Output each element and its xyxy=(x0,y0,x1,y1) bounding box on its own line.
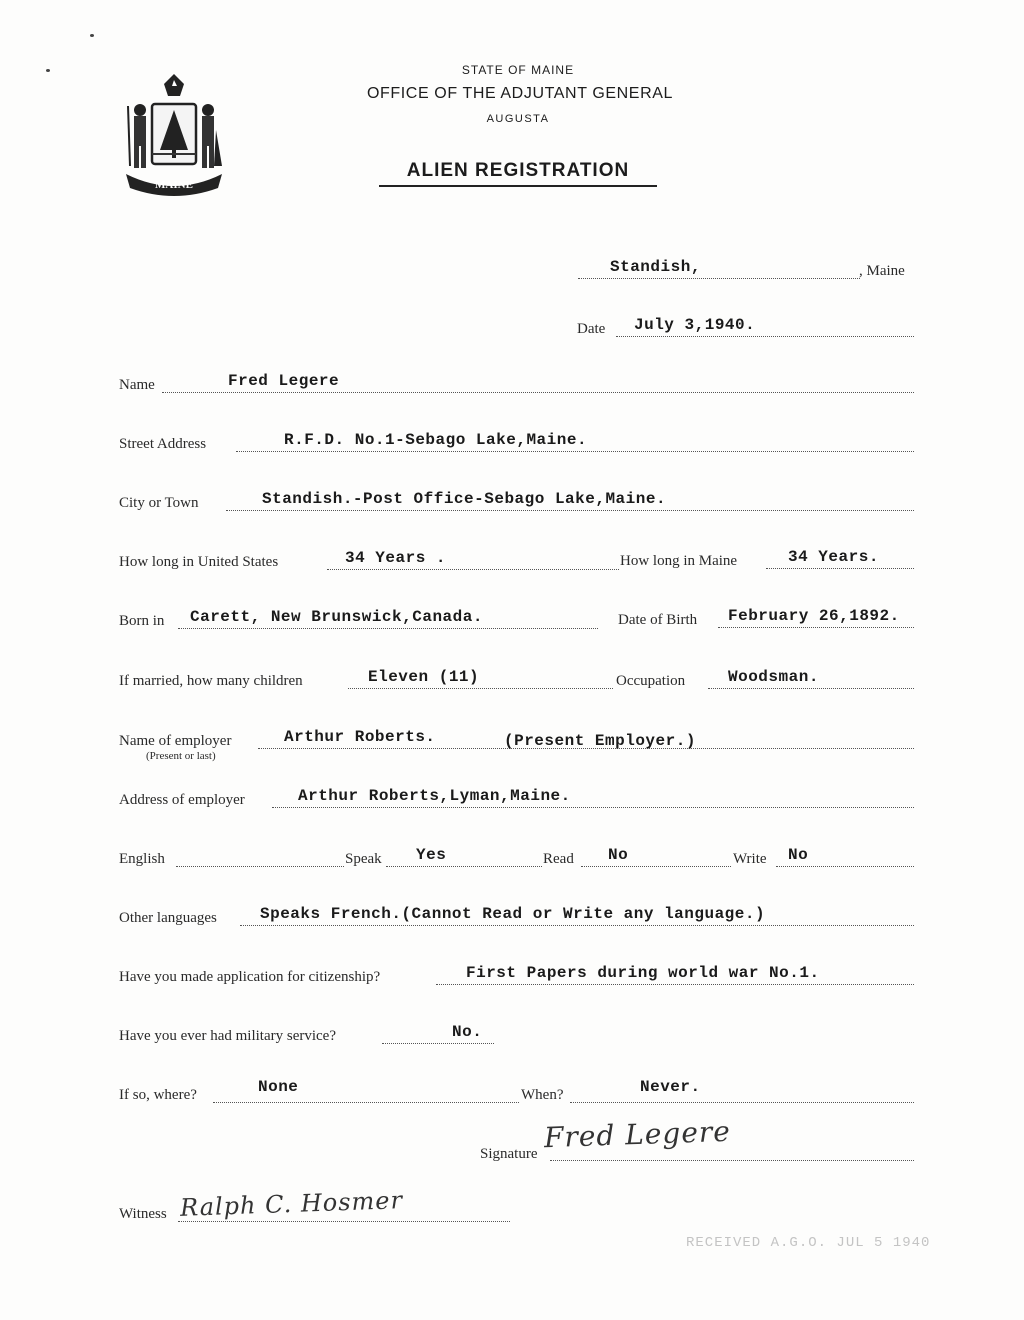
title-underline xyxy=(379,185,657,187)
street-address-dotted-line xyxy=(236,451,914,452)
date-of-birth-label: Date of Birth xyxy=(618,612,698,628)
occupation-value: Woodsman. xyxy=(728,668,819,686)
employer-address-dotted-line xyxy=(272,807,914,808)
scan-speck xyxy=(90,34,94,37)
citizenship-label: Have you made application for citizenship? xyxy=(119,969,381,985)
read-value: No xyxy=(608,846,629,864)
when-dotted-line xyxy=(570,1102,914,1103)
military-service-dotted-line xyxy=(382,1043,494,1044)
years-maine-label: How long in Maine xyxy=(620,553,738,569)
years-maine-value: 34 Years. xyxy=(788,548,879,566)
children-value: Eleven (11) xyxy=(368,668,480,686)
speak-value: Yes xyxy=(416,846,447,864)
signature-dotted-line xyxy=(550,1160,914,1161)
where-label: If so, where? xyxy=(119,1087,197,1103)
write-dotted-line xyxy=(776,866,914,867)
english-label: English xyxy=(119,851,165,867)
form-title: ALIEN REGISTRATION xyxy=(406,160,630,181)
employer-value: Arthur Roberts. xyxy=(284,728,436,746)
city-heading: AUGUSTA xyxy=(486,113,550,125)
place-value: Standish, xyxy=(610,258,701,276)
witness-handwriting: Ralph C. Hosmer xyxy=(179,1186,404,1222)
citizenship-dotted-line xyxy=(436,984,914,985)
name-label: Name xyxy=(119,377,155,393)
employer-address-label: Address of employer xyxy=(119,792,245,808)
children-dotted-line xyxy=(348,688,613,689)
other-languages-dotted-line xyxy=(240,925,914,926)
military-service-value: No. xyxy=(452,1023,483,1041)
signature-handwriting: Fred Legere xyxy=(543,1114,732,1155)
place-state-label: , Maine xyxy=(859,263,905,279)
citizenship-value: First Papers during world war No.1. xyxy=(466,964,820,982)
city-town-value: Standish.-Post Office-Sebago Lake,Maine. xyxy=(262,490,667,508)
signature-label: Signature xyxy=(480,1146,538,1162)
children-label: If married, how many children xyxy=(119,673,303,689)
date-value: July 3,1940. xyxy=(634,316,756,334)
employer-label: Name of employer xyxy=(119,733,232,749)
speak-dotted-line xyxy=(386,866,542,867)
date-label: Date xyxy=(577,321,606,337)
employer-sublabel: (Present or last) xyxy=(146,750,216,762)
employer-note: (Present Employer.) xyxy=(504,732,696,750)
where-dotted-line xyxy=(213,1102,519,1103)
witness-label: Witness xyxy=(119,1206,167,1222)
date-of-birth-dotted-line xyxy=(718,627,914,628)
write-value: No xyxy=(788,846,809,864)
place-dotted-line xyxy=(578,278,860,279)
born-in-label: Born in xyxy=(119,613,165,629)
where-value: None xyxy=(258,1078,299,1096)
years-us-label: How long in United States xyxy=(119,554,279,570)
date-of-birth-value: February 26,1892. xyxy=(728,607,900,625)
city-town-label: City or Town xyxy=(119,495,199,511)
street-address-label: Street Address xyxy=(119,436,207,452)
city-town-dotted-line xyxy=(226,510,914,511)
born-in-value: Carett, New Brunswick,Canada. xyxy=(190,608,483,626)
years-us-value: 34 Years . xyxy=(345,549,447,567)
born-in-dotted-line xyxy=(178,628,598,629)
write-label: Write xyxy=(733,851,767,867)
years-maine-dotted-line xyxy=(766,568,914,569)
occupation-label: Occupation xyxy=(616,673,686,689)
when-label: When? xyxy=(521,1087,564,1103)
date-dotted-line xyxy=(616,336,914,337)
witness-dotted-line xyxy=(178,1221,510,1222)
read-label: Read xyxy=(543,851,574,867)
state-heading: STATE OF MAINE xyxy=(461,63,575,77)
employer-address-value: Arthur Roberts,Lyman,Maine. xyxy=(298,787,571,805)
office-heading: OFFICE OF THE ADJUTANT GENERAL xyxy=(366,85,674,102)
years-us-dotted-line xyxy=(327,569,619,570)
english-dotted-line xyxy=(176,866,344,867)
name-dotted-line xyxy=(162,392,914,393)
received-stamp: RECEIVED A.G.O. JUL 5 1940 xyxy=(686,1235,931,1251)
name-value: Fred Legere xyxy=(228,372,340,390)
read-dotted-line xyxy=(581,866,731,867)
speak-label: Speak xyxy=(345,851,382,867)
other-languages-value: Speaks French.(Cannot Read or Write any language.) xyxy=(260,905,766,923)
occupation-dotted-line xyxy=(708,688,914,689)
street-address-value: R.F.D. No.1-Sebago Lake,Maine. xyxy=(284,431,588,449)
other-languages-label: Other languages xyxy=(119,910,217,926)
military-service-label: Have you ever had military service? xyxy=(119,1028,336,1044)
seal-label: MAINE xyxy=(155,179,193,191)
when-value: Never. xyxy=(640,1078,701,1096)
